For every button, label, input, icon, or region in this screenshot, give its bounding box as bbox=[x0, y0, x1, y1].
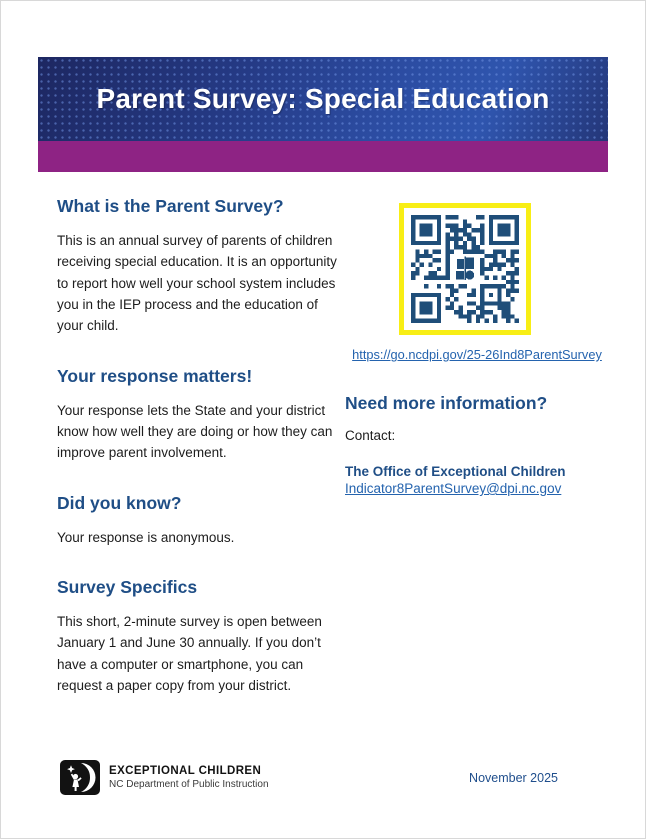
footer-dept-name: NC Department of Public Instruction bbox=[109, 779, 269, 790]
section-survey-specifics bbox=[57, 577, 339, 696]
info-heading: Need more information? bbox=[345, 393, 548, 413]
content-columns bbox=[57, 196, 609, 696]
section-heading: What is the Parent Survey? bbox=[57, 196, 284, 216]
section-response-matters bbox=[57, 366, 339, 464]
section-heading: Your response matters! bbox=[57, 365, 253, 386]
purple-accent-bar bbox=[38, 141, 608, 172]
section-heading: Did you know? bbox=[57, 492, 182, 513]
header-banner bbox=[38, 57, 608, 141]
contact-label: Contact: bbox=[345, 428, 396, 443]
qr-code-icon bbox=[399, 203, 531, 335]
section-heading: Survey Specifics bbox=[57, 576, 198, 597]
footer-date: November 2025 bbox=[469, 770, 558, 785]
exceptional-children-logo-icon bbox=[60, 760, 100, 795]
page-title: Parent Survey: Special Education bbox=[96, 83, 550, 114]
footer-brand-text bbox=[109, 765, 269, 790]
section-body: This short, 2-minute survey is open between January 1 and June 30 annually. If you don’t have a computer or smartphone, you can request a paper copy from your district. bbox=[57, 613, 322, 693]
footer-brand bbox=[60, 760, 269, 795]
office-name: The Office of Exceptional Children bbox=[345, 464, 566, 479]
right-column bbox=[345, 196, 609, 696]
left-column bbox=[57, 196, 339, 696]
section-body: Your response is anonymous. bbox=[57, 529, 235, 545]
section-what-is-survey bbox=[57, 196, 339, 337]
contact-email-link[interactable]: Indicator8ParentSurvey@dpi.nc.gov bbox=[345, 481, 562, 496]
section-body: Your response lets the State and your district know how well they are doing or how they can improve parent involvement. bbox=[57, 402, 333, 461]
footer bbox=[60, 760, 608, 795]
survey-url-link[interactable]: https://go.ncdpi.gov/25-26Ind8ParentSurvey bbox=[352, 347, 602, 362]
section-did-you-know bbox=[57, 493, 339, 548]
section-body: This is an annual survey of parents of children receiving special education. It is an opportunity to report how well your school system includes you in the IEP process and the education of your child. bbox=[57, 233, 337, 334]
footer-org-name: EXCEPTIONAL CHILDREN bbox=[109, 765, 262, 777]
